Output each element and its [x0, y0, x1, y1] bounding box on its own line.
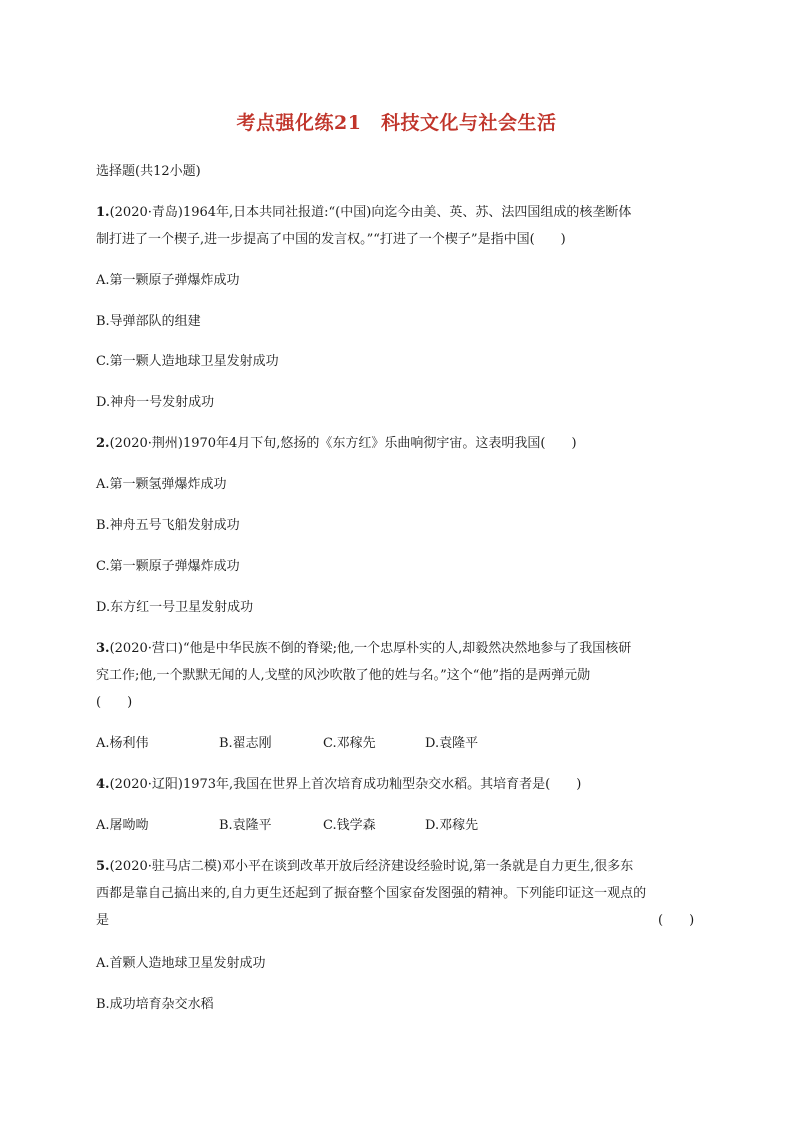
section-heading: 选择题(共12小题): [96, 164, 201, 179]
question-2: [96, 434, 577, 454]
question-text-line: 西都是靠自己搞出来的,自力更生还起到了振奋整个国家奋发图强的精神。下列能印证这一观点的: [96, 886, 647, 901]
option-a: A.第一颗氢弹爆炸成功: [96, 477, 227, 492]
question-number: 5.: [96, 859, 110, 874]
option-c: C.第一颗人造地球卫星发射成功: [96, 354, 279, 369]
question-number: 4.: [96, 777, 110, 792]
question-number: 3.: [96, 641, 110, 656]
question-number: 1.: [96, 205, 110, 220]
question-text-line: 制打进了一个楔子,进一步提高了中国的发言权。”“打进了一个楔子”是指中国( ): [96, 232, 566, 247]
option-b: B.成功培育杂交水稻: [96, 997, 214, 1012]
option-d: D.神舟一号发射成功: [96, 395, 215, 410]
option-a: A.首颗人造地球卫星发射成功: [96, 956, 266, 971]
option-b: B.翟志刚: [219, 736, 272, 751]
option-b: B.袁隆平: [219, 818, 272, 833]
option-c: C.第一颗原子弹爆炸成功: [96, 559, 240, 574]
option-c: C.钱学森: [323, 818, 376, 833]
question-5: [96, 857, 633, 877]
question-text-line: (2020·荆州)1970年4月下旬,悠扬的《东方红》乐曲响彻宇宙。这表明我国( ): [109, 436, 577, 451]
option-a: A.杨利伟: [96, 736, 149, 751]
question-text-line: 是: [96, 913, 110, 928]
question-text-line: (2020·辽阳)1973年,我国在世界上首次培育成功籼型杂交水稻。其培育者是( ): [109, 777, 582, 792]
question-text-line: (2020·驻马店二模)邓小平在谈到改革开放后经济建设经验时说,第一条就是自力更生,很多东: [109, 859, 634, 874]
option-a: A.第一颗原子弹爆炸成功: [96, 273, 240, 288]
question-3: [96, 639, 631, 659]
question-1: [96, 203, 631, 223]
page-title: 考点强化练21 科技文化与社会生活: [236, 112, 557, 134]
question-text-line: 究工作;他,一个默默无闻的人,戈壁的风沙吹散了他的姓与名。”这个“他”指的是两弹元勋: [96, 668, 591, 683]
option-a: A.屠呦呦: [96, 818, 149, 833]
option-b: B.导弹部队的组建: [96, 314, 201, 329]
option-d: D.东方红一号卫星发射成功: [96, 600, 254, 615]
question-number: 2.: [96, 436, 110, 451]
option-d: D.袁隆平: [425, 736, 479, 751]
question-text-line: (2020·青岛)1964年,日本共同社报道:“(中国)向迄今由美、英、苏、法四国组成的核垄断体: [109, 205, 632, 220]
option-c: C.邓稼先: [323, 736, 376, 751]
answer-parentheses: ( ): [96, 695, 133, 710]
answer-parentheses: ( ): [658, 913, 695, 928]
question-4: [96, 775, 581, 795]
option-b: B.神舟五号飞船发射成功: [96, 518, 240, 533]
question-text-line: (2020·营口)“他是中华民族不倒的脊梁;他,一个忠厚朴实的人,却毅然决然地参与了我国核研: [109, 641, 632, 656]
option-d: D.邓稼先: [425, 818, 479, 833]
